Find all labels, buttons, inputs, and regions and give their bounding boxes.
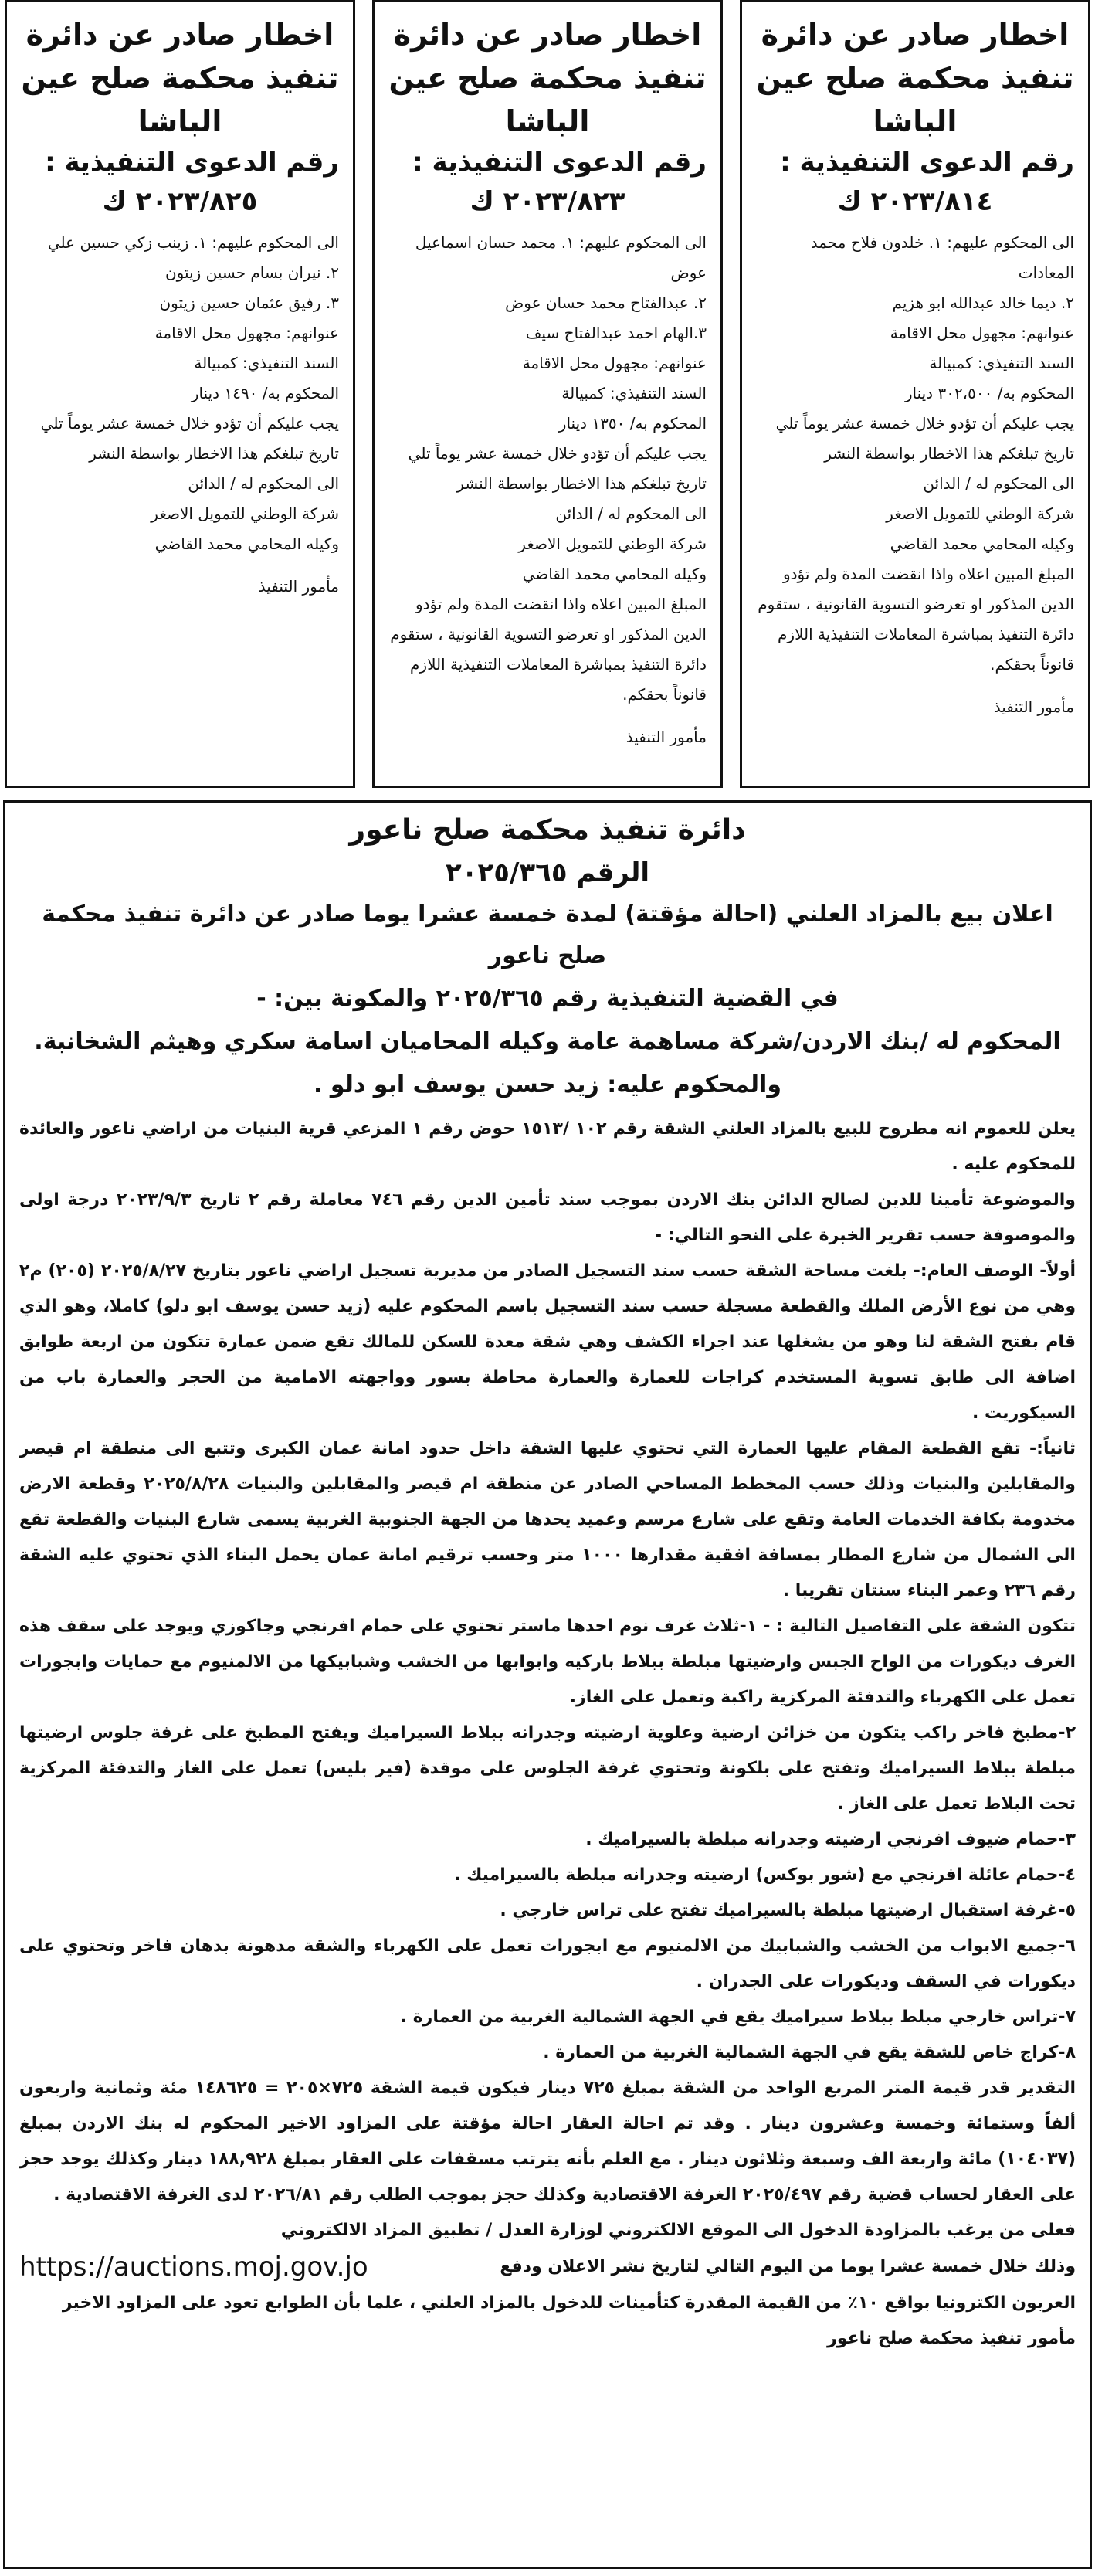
auction-paragraph: ٤-حمام عائلة افرنجي مع (شور بوكس) ارضيته وجدرانه مبلطة بالسيراميك . — [454, 1865, 1076, 1885]
online-line: فعلى من يرغب بالمزاودة الدخول الى الموقع الالكتروني لوزارة العدل / تطبيق المزاد الالكتروني — [280, 2221, 1076, 2240]
auction-paragraph: ثانياً:- تقع القطعة المقام عليها العمارة التي تحتوي عليها الشقة داخل حدود امانة عمان الكبرى وتتبع الى منطقة ام قيصر والمقابلين والبنيات وذلك حسب المخطط المساحي الصادر عن منطقة ام قيصر والمقابلين والبنيات ٢٠٢٥/٨/٢٨ وقطعة الارض مخدومة بكافة الخدمات العامة وتقع على شارع مرسم وعميد يحدها من الجهة الجنوبية الغربية يسمى شارع البنيات والقطعة تقع الى الشمال من شارع المطار بمسافة افقية مقدارها ١٠٠٠ متر وحسب ترقيم امانة عمان يحمل البناء الذي تحتوي عليه الشقة رقم ٢٣٦ وعمر البناء سنتان تقريبا . — [19, 1439, 1076, 1600]
notice-officer: مأمور التنفيذ — [258, 577, 339, 596]
auction-paragraph: التقدير قدر قيمة المتر المربع الواحد من الشقة بمبلغ ٧٢٥ دينار فيكون قيمة الشقة ٧٢٥×٢٠٥ = ١٤٨٦٢٥ مئة وثمانية واربعون ألفاً وستمائة وخمسة وعشرون دينار . وقد تم احالة العقار احالة مؤقتة على المزاود الاخير المحكوم له بنك الاردن بمبلغ (١٠٤٠٣٧) مائة واربعة الف وسبعة وثلاثون دينار . مع العلم بأنه يترتب مسقفات على العقار بمبلغ ١٨٨,٩٢٨ دينار وكذلك يوجد حجز على العقار لحساب قضية رقم ٢٠٢٥/٤٩٧ الغرفة الاقتصادية وكذلك حجز بموجب الطلب رقم ٢٠٢٦/٨١ لدى الغرفة الاقتصادية . — [19, 2079, 1076, 2204]
notice-line: يجب عليكم أن تؤدو خلال خمسة عشر يوماً تلي تاريخ تبلغكم هذا الاخطار بواسطة النشر — [40, 414, 339, 463]
notice-line: شركة الوطني للتمويل الاصغر — [886, 504, 1074, 523]
notice-line: شركة الوطني للتمويل الاصغر — [518, 535, 707, 553]
deposit-line: العربون الكترونيا بواقع ١٠٪ من القيمة المقدرة كتأمينات للدخول بالمزاد العلني ، علما بأن الطوابع تعود على المزاود الاخير — [62, 2293, 1076, 2313]
case-number: ٢٠٢٣/٨٢٥ ك — [102, 186, 258, 217]
notice-line: عنوانهم: مجهول محل الاقامة — [522, 354, 707, 372]
notice-line: وكيله المحامي محمد القاضي — [154, 535, 339, 553]
notice-line: الى المحكوم عليهم: ١. محمد حسان اسماعيل عوض — [415, 233, 707, 282]
notice-line: المبلغ المبين اعلاه واذا انقضت المدة ولم تؤدو الدين المذكور او تعرضو التسوية القانونية ، ستقوم دائرة التنفيذ بمباشرة المعاملات التنفيذية اللازم قانوناً بحقكم. — [390, 595, 707, 704]
auction-number: الرقم ٢٠٢٥/٣٦٥ — [445, 857, 650, 888]
auction-url-link[interactable]: https://auctions.moj.gov.jo — [19, 2252, 368, 2282]
notice-line: المحكوم به/ ١٤٩٠ دينار — [191, 384, 339, 402]
notice-officer: مأمور التنفيذ — [993, 697, 1074, 716]
auction-paragraph: ٣-حمام ضيوف افرنجي ارضيته وجدرانه مبلطة بالسيراميك . — [585, 1830, 1076, 1849]
notice-line: ٢. عبدالفتاح محمد حسان عوض — [505, 294, 707, 312]
notice-line: الى المحكوم عليهم: ١. زينب زكي حسين علي — [47, 233, 339, 252]
notice-line: الى المحكوم له / الدائن — [188, 474, 339, 493]
notice-line: ٢. ديما خالد عبدالله ابو هزيم — [892, 294, 1074, 312]
notice-line: ٢. نيران بسام حسين زيتون — [164, 263, 339, 282]
notice-825 — [5, 0, 355, 788]
notice-line: المبلغ المبين اعلاه واذا انقضت المدة ولم تؤدو الدين المذكور او تعرضو التسوية القانونية ، ستقوم دائرة التنفيذ بمباشرة المعاملات التنفيذية اللازم قانوناً بحقكم. — [758, 565, 1074, 674]
auction-paragraph: والموضوعة تأمينا للدين لصالح الدائن بنك الاردن بموجب سند تأمين الدين رقم ٧٤٦ معاملة رقم ٢ تاريخ ٢٠٢٣/٩/٣ درجة اولى والموصوفة حسب تقرير الخبرة على النحو التالي: - — [19, 1190, 1076, 1245]
notice-header: اخطار صادر عن دائرة تنفيذ محكمة صلح عين الباشا — [21, 18, 339, 138]
notice-line: عنوانهم: مجهول محل الاقامة — [890, 324, 1074, 342]
auction-paragraph: يعلن للعموم انه مطروح للبيع بالمزاد العلني الشقة رقم ١٠٢ /١٥١٣ حوض رقم ١ المزعي قرية البنيات من اراضي ناعور والعائدة للمحكوم عليه . — [19, 1119, 1076, 1174]
url-row — [19, 2248, 1076, 2286]
auction-paragraph: ٢-مطبخ فاخر راكب يتكون من خزائن ارضية وعلوية ارضيته وجدرانه ببلاط السيراميك ويفتح المطبخ على غرفة جلوس ارضيتها مبلطة ببلاط السيراميك وتفتح على بلكونة وتحتوي غرفة الجلوس على موقدة (فير بليس) تعمل على الغاز والتدفئة المركزية تحت البلاط تعمل على الغاز . — [19, 1723, 1076, 1814]
auction-debtor: والمحكوم عليه: زيد حسن يوسف ابو دلو . — [314, 1071, 781, 1098]
notice-823 — [372, 0, 723, 788]
case-number: ٢٠٢٣/٨١٤ ك — [837, 186, 993, 217]
notice-body — [756, 228, 1074, 722]
notice-line: شركة الوطني للتمويل الاصغر — [151, 504, 339, 523]
case-label: رقم الدعوى التنفيذية : — [412, 147, 707, 178]
auction-paragraph: تتكون الشقة على التفاصيل التالية : - ١-ثلاث غرف نوم احدها ماستر تحتوي على حمام افرنجي وجاكوزي ويوجد على سقف هذه الغرف ديكورات من الواح الجبس وارضيتها مبلطة ببلاط باركيه وابوابها من الخشب وشبابيكها من الالمنيوم مع حمايات وابجورات تعمل على الكهرباء والتدفئة المركزية راكبة وتعمل على الغاز. — [19, 1617, 1076, 1707]
notice-814 — [740, 0, 1090, 788]
notice-officer: مأمور التنفيذ — [625, 728, 707, 746]
notice-line: السند التنفيذي: كمبيالة — [929, 354, 1074, 372]
auction-creditor: المحكوم له /بنك الاردن/شركة مساهمة عامة وكيله المحاميان اسامة سكري وهيثم الشخانبة. — [34, 1028, 1061, 1055]
auction-paragraph: ٧-تراس خارجي مبلط ببلاط سيراميك يقع في الجهة الشمالية الغربية من العمارة . — [400, 2008, 1076, 2027]
notice-line: وكيله المحامي محمد القاضي — [890, 535, 1074, 553]
case-label: رقم الدعوى التنفيذية : — [780, 147, 1074, 178]
notice-header: اخطار صادر عن دائرة تنفيذ محكمة صلح عين الباشا — [756, 18, 1074, 138]
auction-headline: اعلان بيع بالمزاد العلني (احالة مؤقتة) لمدة خمسة عشرا يوما صادر عن دائرة تنفيذ محكمة صلح ناعور — [42, 901, 1053, 969]
auction-case-line: في القضية التنفيذية رقم ٢٠٢٥/٣٦٥ والمكونة بين: - — [256, 985, 839, 1012]
notice-line: يجب عليكم أن تؤدو خلال خمسة عشر يوماً تلي تاريخ تبلغكم هذا الاخطار بواسطة النشر — [775, 414, 1074, 463]
notice-body — [388, 228, 707, 752]
notice-line: الى المحكوم عليهم: ١. خلدون فلاح محمد المعادات — [810, 233, 1074, 282]
auction-title: دائرة تنفيذ محكمة صلح ناعور — [349, 814, 746, 846]
notices-row — [0, 0, 1095, 796]
auction-paragraph: أولاً- الوصف العام:- بلغت مساحة الشقة حسب سند التسجيل الصادر من مديرية تسجيل اراضي ناعور بتاريخ ٢٠٢٥/٨/٢٧ (٢٠٥) م٢ وهي من نوع الأرض الملك والقطعة مسجلة حسب سند التسجيل باسم المحكوم عليه (زيد حسن يوسف ابو دلو) كاملا، وهو الذي قام بفتح الشقة لنا وهو من يشغلها عند اجراء الكشف وهي شقة معدة للسكن للمالك تقع ضمن عمارة تتكون من اربعة طوابق اضافة الى طابق تسوية المستخدم كراجات للعمارة والعمارة محاطة بسور وواجهته الامامية من الحجر والعمارة باب من السيكوريت . — [19, 1261, 1076, 1423]
notice-line: الى المحكوم له / الدائن — [923, 474, 1074, 493]
auction-notice — [3, 800, 1092, 2569]
notice-line: يجب عليكم أن تؤدو خلال خمسة عشر يوماً تلي تاريخ تبلغكم هذا الاخطار بواسطة النشر — [408, 444, 707, 493]
notice-line: وكيله المحامي محمد القاضي — [522, 565, 707, 583]
notice-line: الى المحكوم له / الدائن — [555, 504, 707, 523]
notice-line: عنوانهم: مجهول محل الاقامة — [154, 324, 339, 342]
auction-paragraph: ٨-كراج خاص للشقة يقع في الجهة الشمالية الغربية من العمارة . — [543, 2043, 1076, 2062]
case-label: رقم الدعوى التنفيذية : — [45, 147, 339, 178]
notice-header: اخطار صادر عن دائرة تنفيذ محكمة صلح عين الباشا — [388, 18, 707, 138]
notice-line: ٣. رفيق عثمان حسين زيتون — [159, 294, 339, 312]
notice-line: المحكوم به/ ١٣٥٠ دينار — [558, 414, 707, 433]
auction-signature: مأمور تنفيذ محكمة صلح ناعور — [827, 2329, 1076, 2348]
auction-paragraph: ٦-جميع الابواب من الخشب والشبابيك من الالمنيوم مع ابجورات تعمل على الكهرباء والشقة مدهونة بدهان فاخر وتحتوي على ديكورات في السقف وديكورات على الجدران . — [19, 1936, 1076, 1991]
deadline-line: وذلك خلال خمسة عشرا يوما من اليوم التالي لتاريخ نشر الاعلان ودفع — [500, 2257, 1076, 2276]
auction-paragraph: ٥-غرفة استقبال ارضيتها مبلطة بالسيراميك تفتح على تراس خارجي . — [500, 1901, 1076, 1920]
notice-line: السند التنفيذي: كمبيالة — [561, 384, 707, 402]
notice-line: المحكوم به/ ٣٠٢،٥٠٠ دينار — [904, 384, 1074, 402]
notice-line: ٣.الهام احمد عبدالفتاح سيف — [525, 324, 707, 342]
notice-line: السند التنفيذي: كمبيالة — [194, 354, 339, 372]
case-number: ٢٠٢٣/٨٢٣ ك — [470, 186, 625, 217]
notice-body — [21, 228, 339, 602]
